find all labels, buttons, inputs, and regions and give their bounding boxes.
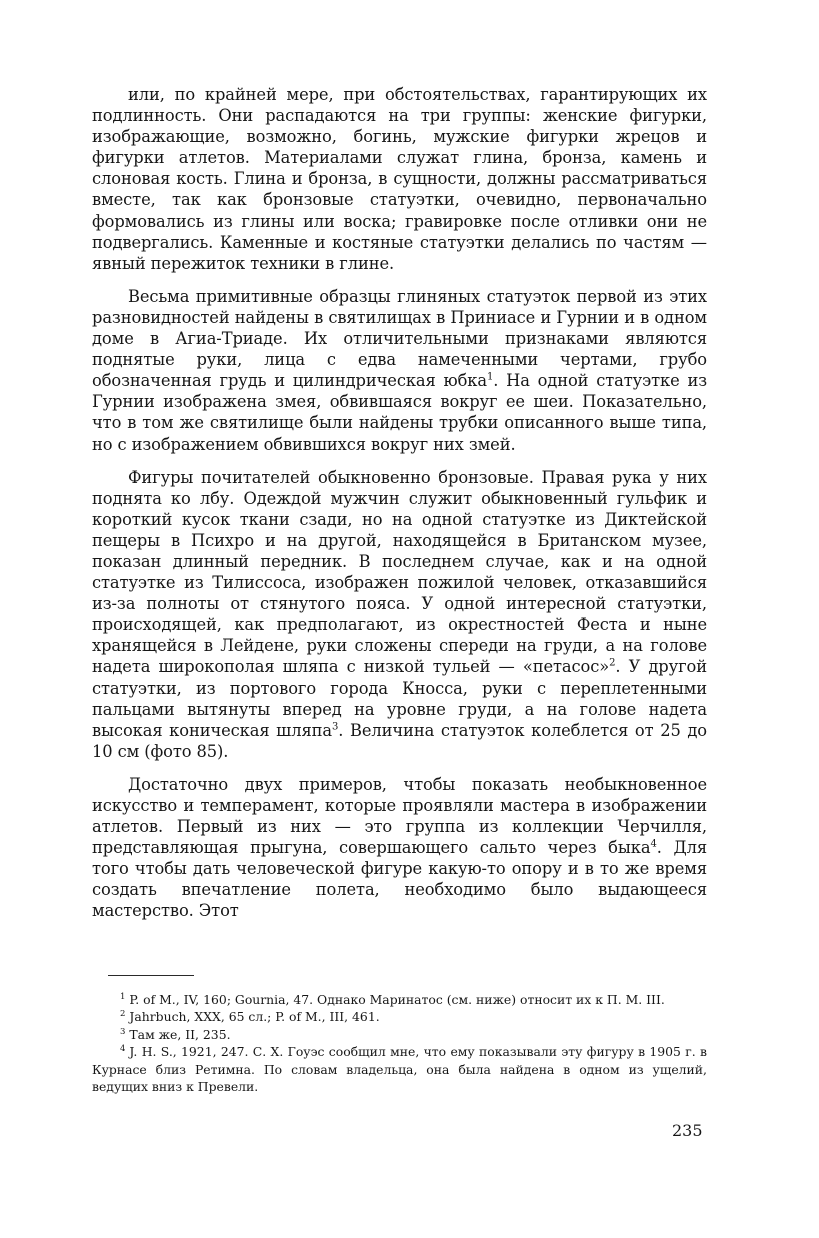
paragraph-1: или, по крайней мере, при обстоятельствах, гарантирующих их подлинность. Они распадаются на три группы: женские фигурки, изображающие, возможно, богинь, мужские фигурки жрецов и фигурки атлетов. Материалами служат глина, бронза, камень и слоновая кость. Глина и бронза, в сущности, должны рассматриваться вместе, так как бронзовые статуэтки, очевидно, первоначально формовались из глины или воска; гравировке после отливки они не подвергались. Каменные и костяные статуэтки делались по частям — явный пережиток техники в глине. xyxy=(92,85,707,273)
paragraph-4-part-b: . Для того чтобы дать человеческой фигуре какую-то опору и в то же время создать впечатление полета, необходимо было выдающееся мастерство. Этот xyxy=(92,838,707,921)
footnote-ref-1: 1 xyxy=(486,371,494,383)
paragraph-3-part-c: . Величина статуэток колеблется от 25 до 10 см (фото 85). xyxy=(92,720,707,761)
footnote-ref-3: 3 xyxy=(332,721,339,733)
footnote-ref-4: 4 xyxy=(650,838,657,850)
paragraph-4-part-a: Достаточно двух примеров, чтобы показать необыкновенное искусство и темперамент, которые проявляли мастера в изображении атлетов. Первый из них — это группа из коллекции Черчилля, представляющая прыгуна, совершающего сальто через быка xyxy=(92,774,707,858)
page-number: 235 xyxy=(672,1121,703,1140)
footnote-3 xyxy=(92,1026,707,1043)
footnote-mark: 1 xyxy=(120,991,126,1002)
paragraph-3-part-a: Фигуры почитателей обыкновенно бронзовые. Правая рука у них поднята ко лбу. Одеждой мужчин служит обыкновенный гульфик и короткий кусок ткани сзади, но на одной статуэтке из Диктейской пещеры в Психро и на другой, находящейся в Британском музее, показан длинный передник. В последнем случае, как и на одной статуэтке из Тилиссоса, изображен пожилой человек, отказавшийся из-за полноты от стянутого пояса. У одной интересной статуэтки, происходящей, как предполагают, из окрестностей Феста и ныне хранящейся в Лейдене, руки сложены спереди на груди, а на голове надета широкополая шляпа с низкой тульей — «петасос» xyxy=(92,467,707,677)
footnote-mark: 2 xyxy=(120,1009,126,1020)
paragraph-3-part-b: . У другой статуэтки, из портового города Кносса, руки с переплетенными пальцами вытянуты вперед на уровне груди, а на голове надета высокая коническая шляпа xyxy=(92,657,707,740)
footnote-text: Jahrbuch, XXX, 65 сл.; P. of M., III, 461. xyxy=(129,1009,380,1025)
footnote-4 xyxy=(92,1043,707,1095)
footnotes xyxy=(92,991,707,1095)
footnote-text: J. H. S., 1921, 247. С. Х. Гоуэс сообщил мне, что ему показывали эту фигуру в 1905 г. в Курнасе близ Ретимна. По словам владельца, она была найдена в одном из ущелий, ведущих вниз к Превели. xyxy=(92,1044,707,1095)
footnote-ref-2: 2 xyxy=(609,658,616,670)
footnote-text: Там же, II, 235. xyxy=(129,1026,231,1042)
main-text xyxy=(92,84,707,922)
paragraph-2-part-b: . На одной статуэтке из Гурнии изображена змея, обвившаяся вокруг ее шеи. Показательно, что в том же святилище были найдены трубки описанного выше типа, но с изображением обвившихся вокруг них змей. xyxy=(92,371,707,454)
paragraph-4 xyxy=(92,774,707,922)
footnote-text: P. of M., IV, 160; Gournia, 47. Однако Маринатос (см. ниже) относит их к П. М. III. xyxy=(129,992,665,1007)
footnote-1 xyxy=(92,991,707,1008)
paragraph-3 xyxy=(92,467,707,762)
paragraph-2 xyxy=(92,286,707,455)
paragraph-2-part-a: Весьма примитивные образцы глиняных статуэток первой из этих разновидностей найдены в святилищах в Приниасе и Гурнии и в одном доме в Агиа-Триаде. Их отличительными признаками являются поднятые руки, лица с едва намеченными чертами, грубо обозначенная грудь и цилиндрическая юбка xyxy=(92,286,707,391)
footnote-mark: 3 xyxy=(120,1026,126,1037)
footnote-separator xyxy=(108,975,194,976)
footnote-2 xyxy=(92,1008,707,1025)
footnote-mark: 4 xyxy=(120,1044,126,1055)
